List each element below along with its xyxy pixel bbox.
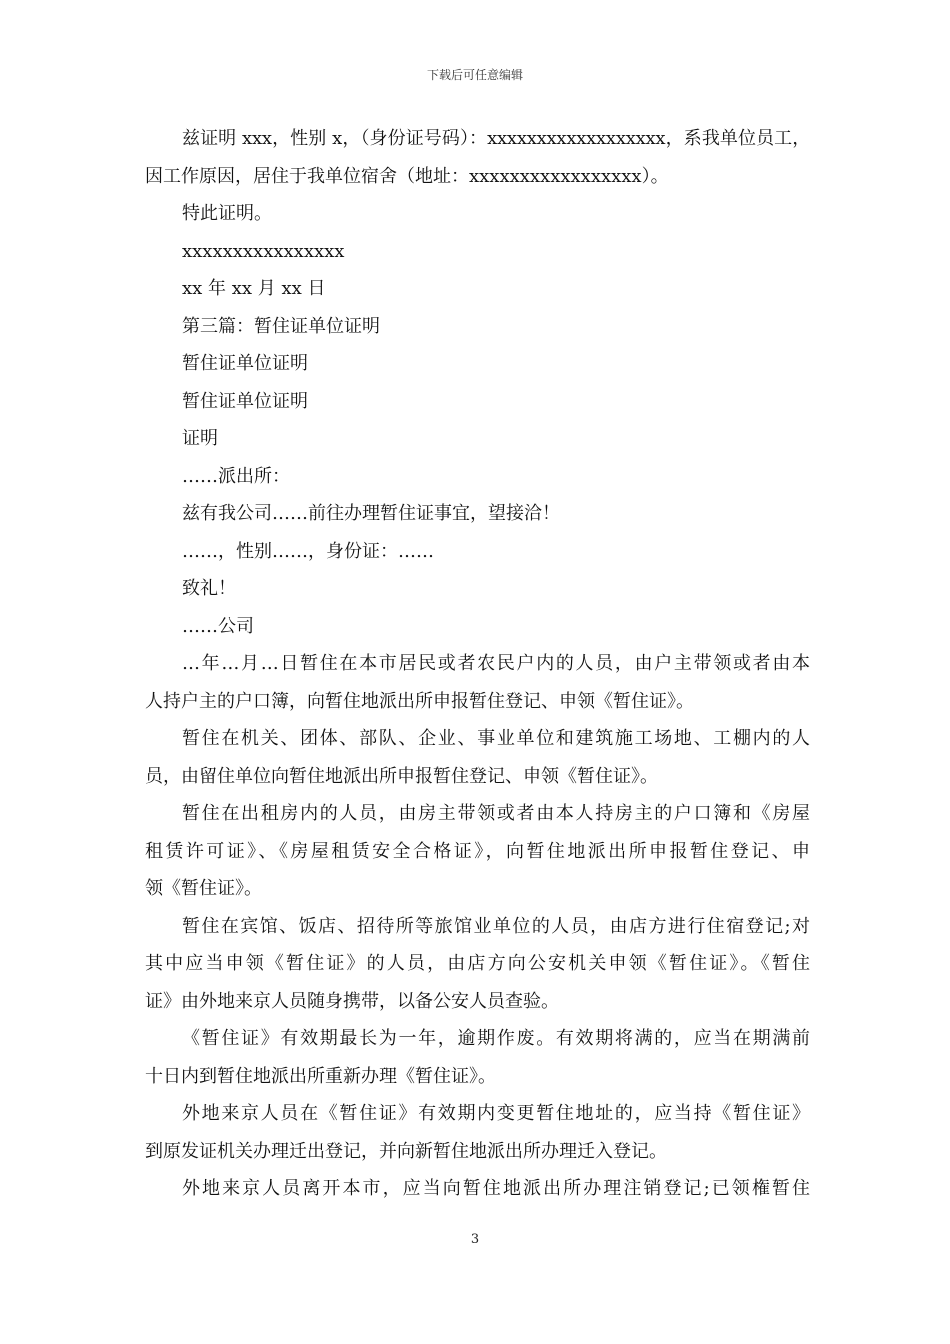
text-line: 致礼！	[182, 578, 236, 599]
text-line: 因工作原因，居住于我单位宿舍（地址：xxxxxxxxxxxxxxxxx）。	[145, 165, 669, 187]
text-line: …年…月…日暂住在本市居民或者农民户内的人员，由户主带领或者由本	[182, 653, 810, 674]
text-line: 其中应当申领《暂住证》的人员，由店方向公安机关申领《暂住证》。《暂住	[145, 953, 810, 974]
text-line: 兹证明 xxx，性别 x，（身份证号码）：xxxxxxxxxxxxxxxxxx，系我单位员工，	[182, 128, 810, 149]
text-line: 外地来京人员在《暂住证》有效期内变更暂住地址的，应当持《暂住证》	[182, 1103, 810, 1124]
text-line: 证明	[182, 428, 218, 449]
text-line: 暂住证单位证明	[182, 353, 308, 374]
text-line: 暂住在出租房内的人员，由房主带领或者由本人持房主的户口簿和《房屋	[182, 803, 810, 824]
text-line: 特此证明。	[182, 203, 272, 224]
text-line: 租赁许可证》、《房屋租赁安全合格证》，向暂住地派出所申报暂住登记、申	[145, 840, 810, 862]
text-line: 《暂住证》有效期最长为一年，逾期作废。有效期将满的，应当在期满前	[182, 1028, 810, 1049]
text-line: xx 年 xx 月 xx 日	[182, 278, 326, 299]
text-line: 暂住在机关、团体、部队、企业、事业单位和建筑施工场地、工棚内的人	[182, 728, 810, 749]
text-line: xxxxxxxxxxxxxxxx	[182, 240, 345, 262]
document-body	[145, 120, 810, 1208]
text-line: 兹有我公司……前往办理暂住证事宜，望接洽！	[182, 503, 560, 524]
text-line: 暂住在宾馆、饭店、招待所等旅馆业单位的人员，由店方进行住宿登记;对	[182, 915, 810, 937]
text-line: 证》由外地来京人员随身携带，以备公安人员查验。	[145, 990, 559, 1012]
page-header: 下载后可任意编辑	[426, 68, 523, 82]
text-line: 领《暂住证》。	[145, 878, 262, 899]
text-line: 十日内到暂住地派出所重新办理《暂住证》。	[145, 1065, 496, 1087]
text-line: 第三篇：暂住证单位证明	[182, 315, 380, 337]
text-line: ……公司	[182, 615, 254, 637]
text-line: 外地来京人员离开本市，应当向暂住地派出所办理注销登记;已领権暂住	[182, 1178, 810, 1199]
text-line: 人持户主的户口簿，向暂住地派出所申报暂住登记、申领《暂住证》。	[145, 690, 694, 712]
page-number: 3	[470, 1232, 480, 1247]
text-line: ……，性别……，身份证：……	[182, 540, 434, 562]
text-line: 员，由留住单位向暂住地派出所申报暂住登记、申领《暂住证》。	[145, 765, 658, 787]
text-line: 暂住证单位证明	[182, 390, 308, 412]
text-line: ……派出所：	[182, 465, 290, 487]
text-line: 到原发证机关办理迁出登记，并向新暂住地派出所办理迁入登记。	[145, 1140, 667, 1162]
